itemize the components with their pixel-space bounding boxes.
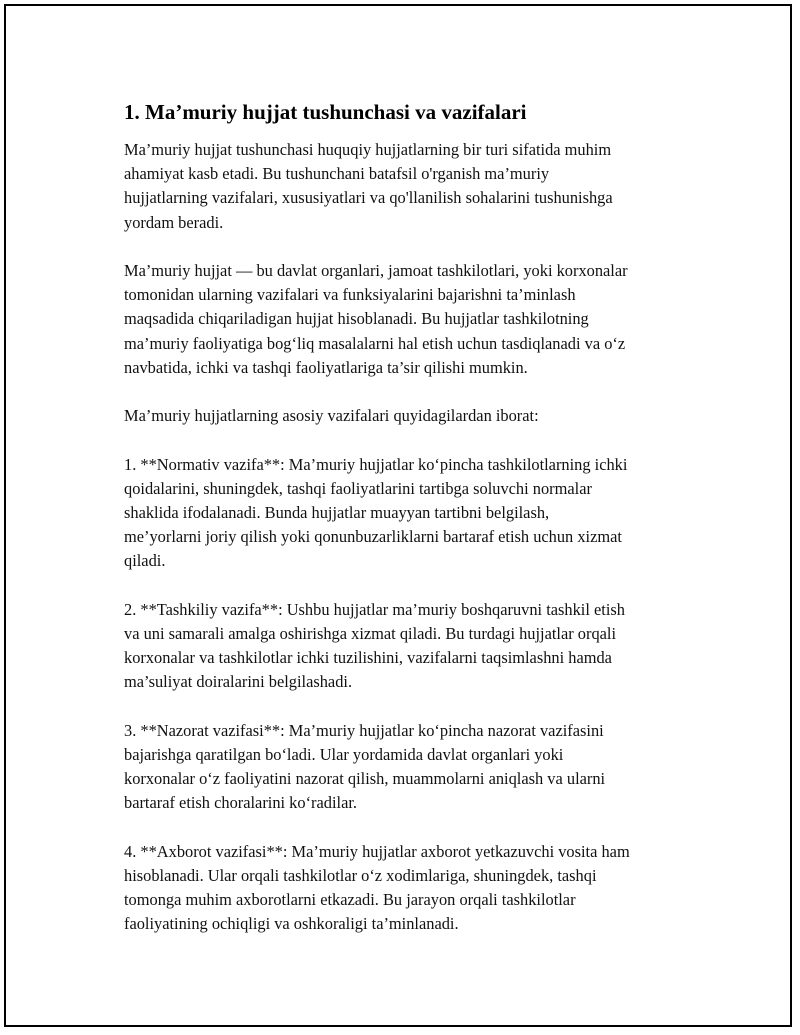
organizational-function-paragraph: 2. **Tashkiliy vazifa**: Ushbu hujjatlar ma’muriy boshqaruvni tashkil etish va uni samarali amalga oshirishga xizmat qiladi. Bu turdagi hujjatlar orqali korxonalar va tashkilotlar ichki tuzilishini, vazifalarni taqsimlashni hamda ma’suliyat doiralarini belgilashadi. (124, 599, 625, 692)
control-function-paragraph: 3. **Nazorat vazifasi**: Ma’muriy hujjatlar ko‘pincha nazorat vazifasini bajarishga qaratilgan bo‘ladi. Ular yordamida davlat organlari yoki korxonalar o‘z faoliyatini nazorat qilish, muammolarni aniqlash va ularni bartaraf etish choralarini ko‘radilar. (124, 720, 606, 813)
definition-paragraph: Ma’muriy hujjat — bu davlat organlari, jamoat tashkilotlari, yoki korxonalar tomonidan ularning vazifalari va funksiyalarini bajarishni ta’minlash maqsadida chiqariladigan hujjat hisoblanadi. Bu hujjatlar tashkilotning ma’muriy faoliyatiga bog‘liq masalalarni hal etish uchun tasdiqlanadi va o‘z navbatida, ichki va tashqi faoliyatlariga ta’sir qilishi mumkin. (124, 261, 628, 377)
normative-function-paragraph: 1. **Normativ vazifa**: Ma’muriy hujjatlar ko‘pincha tashkilotlarning ichki qoidalarini, shuningdek, tashqi faoliyatlarini tartibga soluvchi normalar shaklida ifodalanadi. Bunda hujjatlar muayyan tartibni belgilash, me’yorlarni joriy qilish yoki qonunbuzarliklarni bartaraf etish uchun xizmat qiladi. (124, 454, 628, 571)
page-title: 1. Ma’muriy hujjat tushunchasi va vazifalari (124, 100, 527, 124)
intro-paragraph: Ma’muriy hujjat tushunchasi huquqiy hujjatlarning bir turi sifatida muhim ahamiyat kasb etadi. Bu tushunchani batafsil o'rganish ma’muriy hujjatlarning vazifalari, xususiyatlari va qo'llanilish sohalarini tushunishga yordam beradi. (124, 140, 613, 232)
document-content (124, 98, 696, 961)
functions-intro-paragraph: Ma’muriy hujjatlarning asosiy vazifalari quyidagilardan iborat: (124, 406, 539, 426)
information-function-paragraph: 4. **Axborot vazifasi**: Ma’muriy hujjatlar axborot yetkazuvchi vosita ham hisoblanadi. Ular orqali tashkilotlar o‘z xodimlariga, shuningdek, tashqi tomonga muhim axborotlarni etkazadi. Bu jarayon orqali tashkilotlar faoliyatining ochiqligi va oshkoraligi ta’minlanadi. (124, 841, 630, 934)
page-frame (4, 4, 792, 1027)
